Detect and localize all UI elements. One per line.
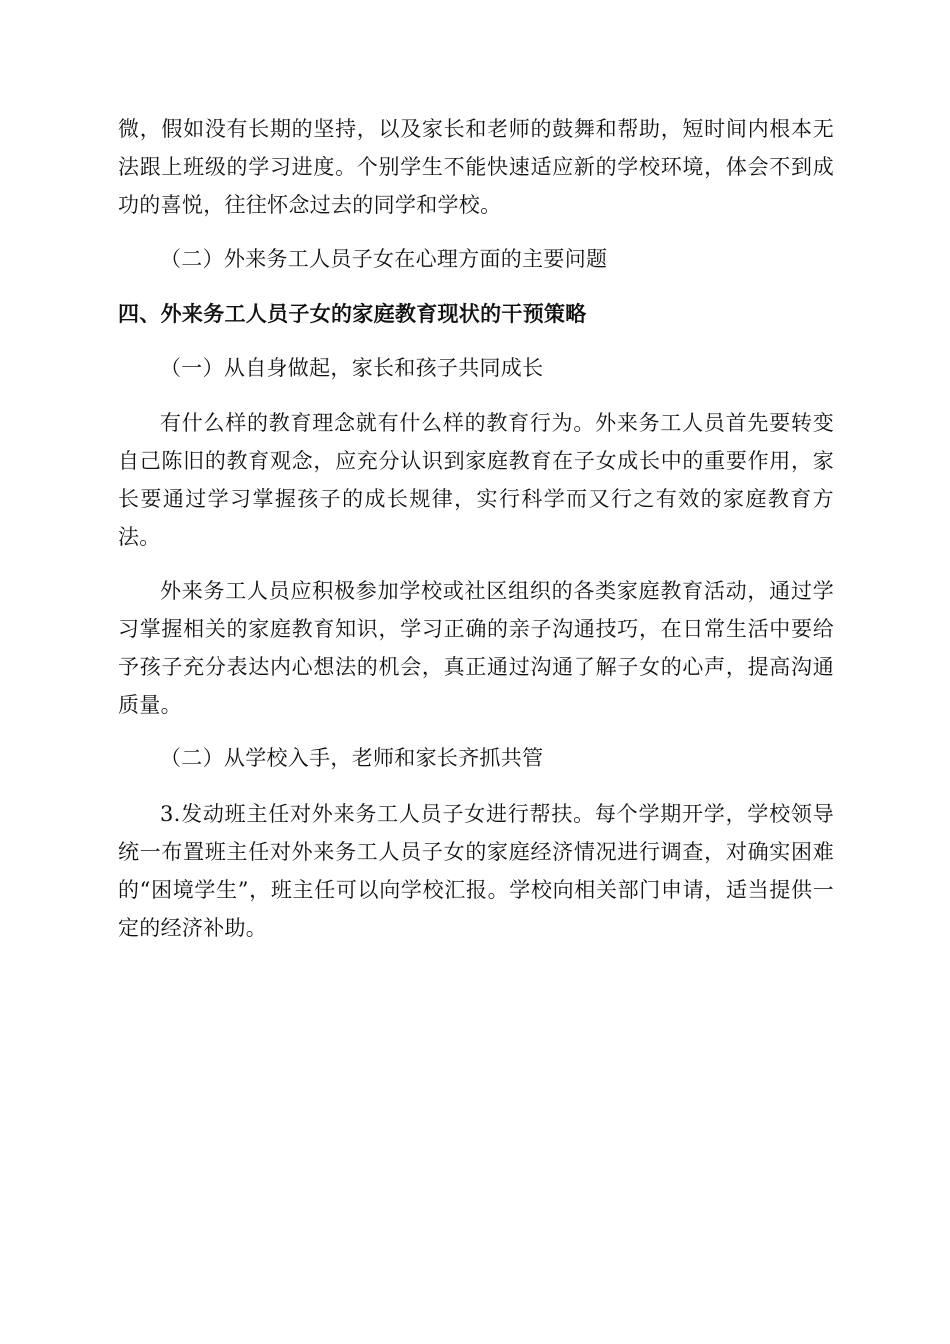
paragraph-education-concept: 有什么样的教育理念就有什么样的教育行为。外来务工人员首先要转变自己陈旧的教育观念，应充分认识到家庭教育在子女成长中的重要作用，家长要通过学习掌握孩子的成长规律，实行科学而又行之有效的家庭教育方法。: [118, 411, 834, 549]
paragraph-continuation: 微，假如没有长期的坚持，以及家长和老师的鼓舞和帮助，短时间内根本无法跟上班级的学习进度。个别学生不能快速适应新的学校环境，体会不到成功的喜悦，往往怀念过去的同学和学校。: [118, 117, 834, 217]
paragraph-class-teacher-support: 3.发动班主任对外来务工人员子女进行帮扶。每个学期开学，学校领导统一布置班主任对外来务工人员子女的家庭经济情况进行调查，对确实困难的“困境学生”，班主任可以向学校汇报。学校向相关部门申请，适当提供一定的经济补助。: [118, 802, 834, 940]
subheading-start-from-self: （一）从自身做起，家长和孩子共同成长: [160, 356, 544, 380]
paragraph-family-education-activities: 外来务工人员应积极参加学校或社区组织的各类家庭教育活动，通过学习掌握相关的家庭教育知识，学习正确的亲子沟通技巧，在日常生活中要给予孩子充分表达内心想法的机会，真正通过沟通了解子女的心声，提高沟通质量。: [118, 579, 834, 717]
subheading-psychological-issues: （二）外来务工人员子女在心理方面的主要问题: [160, 247, 608, 271]
section-heading-intervention-strategies: 四、外来务工人员子女的家庭教育现状的干预策略: [118, 301, 587, 326]
subheading-start-from-school: （二）从学校入手，老师和家长齐抓共管: [160, 746, 544, 770]
